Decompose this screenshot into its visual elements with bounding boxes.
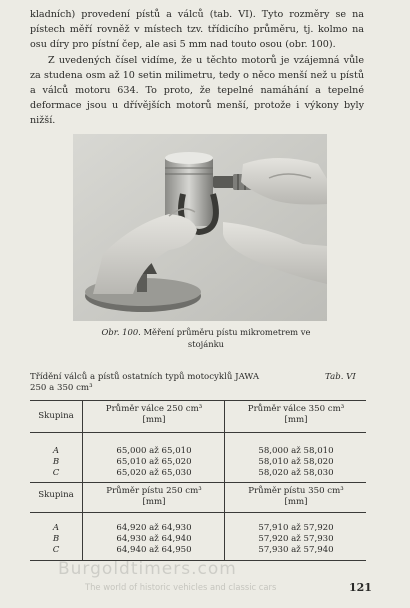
cylinder-250-c: 65,020 až 65,030	[116, 468, 192, 478]
table-label: Tab. VI	[325, 372, 356, 382]
piston-350-c: 57,930 až 57,940	[258, 545, 334, 555]
watermark-tagline: The world of historic vehicles and classic cars	[85, 582, 277, 592]
piston-350-a: 57,910 až 57,920	[258, 523, 334, 533]
piston-250-b: 64,930 až 64,940	[116, 534, 192, 544]
piston-250-a: 64,920 až 64,930	[116, 523, 192, 533]
header-piston-350: Průměr pístu 350 cm³ [mm]	[248, 486, 344, 507]
table-top-rule	[30, 400, 366, 401]
cylinder-250-b: 65,010 až 65,020	[116, 457, 192, 467]
table-title: Třídění válců a pístů ostatních typů motocyklů JAWA 250 a 350 cm³	[30, 372, 260, 393]
figure-caption-text: Měření průměru pístu mikrometrem ve stojánku	[143, 327, 311, 349]
piston-250-c: 64,940 až 64,950	[116, 545, 192, 555]
cylinder-350-c: 58,020 až 58,030	[258, 468, 334, 478]
cylinder-350-a: 58,000 až 58,010	[258, 446, 334, 456]
group-label-b: B	[52, 457, 60, 467]
table-column-divider-1	[82, 400, 83, 560]
group-label-b-2: B	[52, 534, 60, 544]
header-piston-250: Průměr pístu 250 cm³ [mm]	[106, 486, 202, 507]
header-cylinder-250: Průměr válce 250 cm³ [mm]	[105, 404, 203, 425]
group-label-a: A	[52, 446, 60, 456]
group-label-c-2: C	[52, 545, 60, 555]
group-label-a-2: A	[52, 523, 60, 533]
cylinder-350-b: 58,010 až 58,020	[258, 457, 334, 467]
cylinder-250-a: 65,000 až 65,010	[116, 446, 192, 456]
header-group-2: Skupina	[38, 490, 74, 500]
header-cylinder-350: Průměr válce 350 cm³ [mm]	[247, 404, 345, 425]
watermark-site: Burgoldtimers.com	[58, 559, 237, 579]
page-number: 121	[349, 581, 372, 594]
body-paragraph-2: Z uvedených čísel vidíme, že u těchto motorů je vzájemná vůle za studena osm až 10 setin milimetru, tedy o něco menší než u pístů a válců motoru 634. To proto, že tepelné namáhání a tepelné deformace jsou u dřívějších motorů menší, protože i výkony byly nižší.	[30, 55, 364, 126]
table-header-rule-1	[30, 432, 366, 433]
micrometer-photo	[73, 134, 327, 321]
piston-350-b: 57,920 až 57,930	[258, 534, 334, 544]
group-label-c: C	[52, 468, 60, 478]
table-column-divider-2	[224, 400, 225, 560]
table-header-rule-2	[30, 512, 366, 513]
header-group: Skupina	[38, 411, 74, 421]
figure-caption	[92, 326, 320, 350]
body-paragraph-1: kladních) provedení pístů a válců (tab. VI). Tyto rozměry se na pístech měří rovněž v místech tzv. třídicího průměru, tj. kolmo na osu díry pro pístní čep, ale asi 5 mm nad touto osou (obr. 100).	[30, 9, 364, 50]
table-section-rule	[30, 482, 366, 483]
figure-number: Obr. 100.	[101, 327, 141, 337]
